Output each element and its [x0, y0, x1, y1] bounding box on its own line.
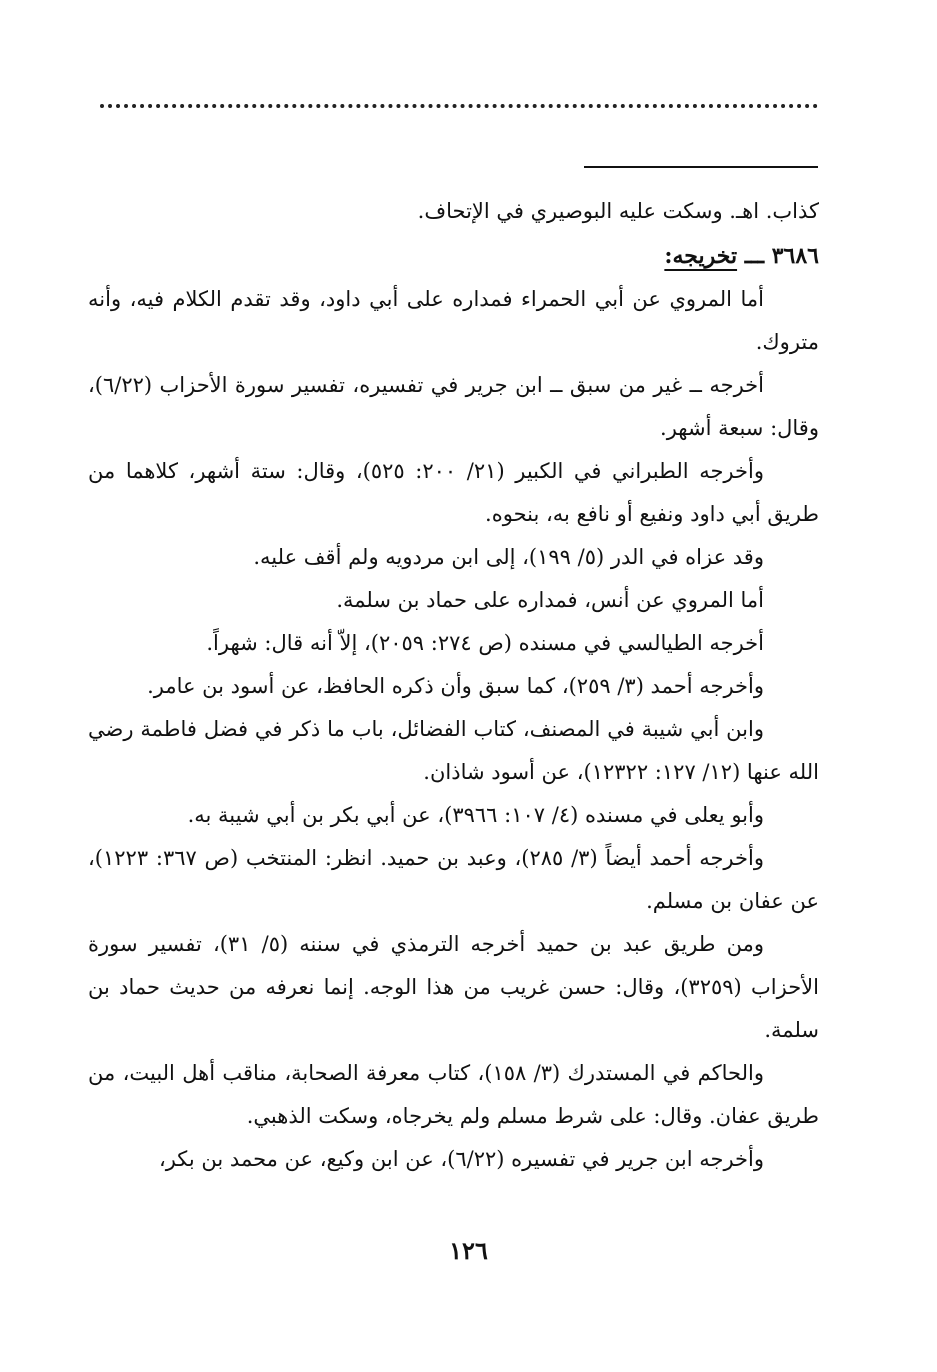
page-body: [88, 190, 819, 1181]
page-number: ١٢٦: [449, 1236, 488, 1265]
paragraph: أخرجه الطيالسي في مسنده (ص ٢٧٤: ٢٠٥٩)، إلاّ أنه قال: شهراً.: [206, 631, 764, 655]
paragraph: وأخرجه أحمد (٣/ ٢٥٩)، كما سبق وأن ذكره الحافظ، عن أسود بن عامر.: [147, 674, 764, 698]
paragraph: أما المروي عن أبي الحمراء فمداره على أبي داود، وقد تقدم الكلام فيه، وأنه متروك.: [88, 287, 819, 354]
paragraph: وأبو يعلى في مسنده (٤/ ١٠٧: ٣٩٦٦)، عن أبي بكر بن أبي شيبة به.: [187, 803, 764, 827]
paragraph: وأخرجه الطبراني في الكبير (٢١/ ٢٠٠: ٥٢٥)، وقال: ستة أشهر، كلاهما من طريق أبي داود ونفيع أو نافع به، بنحوه.: [88, 459, 819, 526]
paragraph: والحاكم في المستدرك (٣/ ١٥٨)، كتاب معرفة الصحابة، مناقب أهل البيت، من طريق عفان. وقال: على شرط مسلم ولم يخرجاه، وسكت الذهبي.: [88, 1061, 819, 1128]
paragraph: أخرجه ــ غير من سبق ــ ابن جرير في تفسيره، تفسير سورة الأحزاب (٦/٢٢)، وقال: سبعة أشهر.: [88, 373, 819, 440]
paragraph: وأخرجه ابن جرير في تفسيره (٦/٢٢)، عن ابن وكيع، عن محمد بن بكر،: [158, 1147, 764, 1171]
section-heading: [88, 235, 819, 278]
heading-word: تخريجه:: [664, 243, 738, 269]
paragraph: ومن طريق عبد بن حميد أخرجه الترمذي في سننه (٥/ ٣١)، تفسير سورة الأحزاب (٣٢٥٩)، وقال: حسن غريب من هذا الوجه. إنما نعرفه من حديث حماد بن سلمة.: [88, 932, 819, 1042]
paragraph: أما المروي عن أنس، فمداره على حماد بن سلمة.: [336, 588, 764, 612]
paragraph: وابن أبي شيبة في المصنف، كتاب الفضائل، باب ما ذكر في فضل فاطمة رضي الله عنها (١٢/ ١٢٧: ١٢٣٢٢)، عن أسود شاذان.: [88, 717, 819, 784]
continued-note: كذاب. اهـ. وسكت عليه البوصيري في الإتحاف.: [417, 199, 819, 223]
dotted-separator: [100, 104, 818, 108]
paragraph: وأخرجه أحمد أيضاً (٣/ ٢٨٥)، وعبد بن حميد. انظر: المنتخب (ص ٣٦٧: ١٢٢٣)، عن عفان بن مسلم.: [88, 846, 819, 913]
heading-number: ٣٦٨٦ ـــ: [744, 243, 819, 269]
footnote-rule: [584, 166, 818, 168]
paragraph: وقد عزاه في الدر (٥/ ١٩٩)، إلى ابن مردويه ولم أقف عليه.: [253, 545, 764, 569]
